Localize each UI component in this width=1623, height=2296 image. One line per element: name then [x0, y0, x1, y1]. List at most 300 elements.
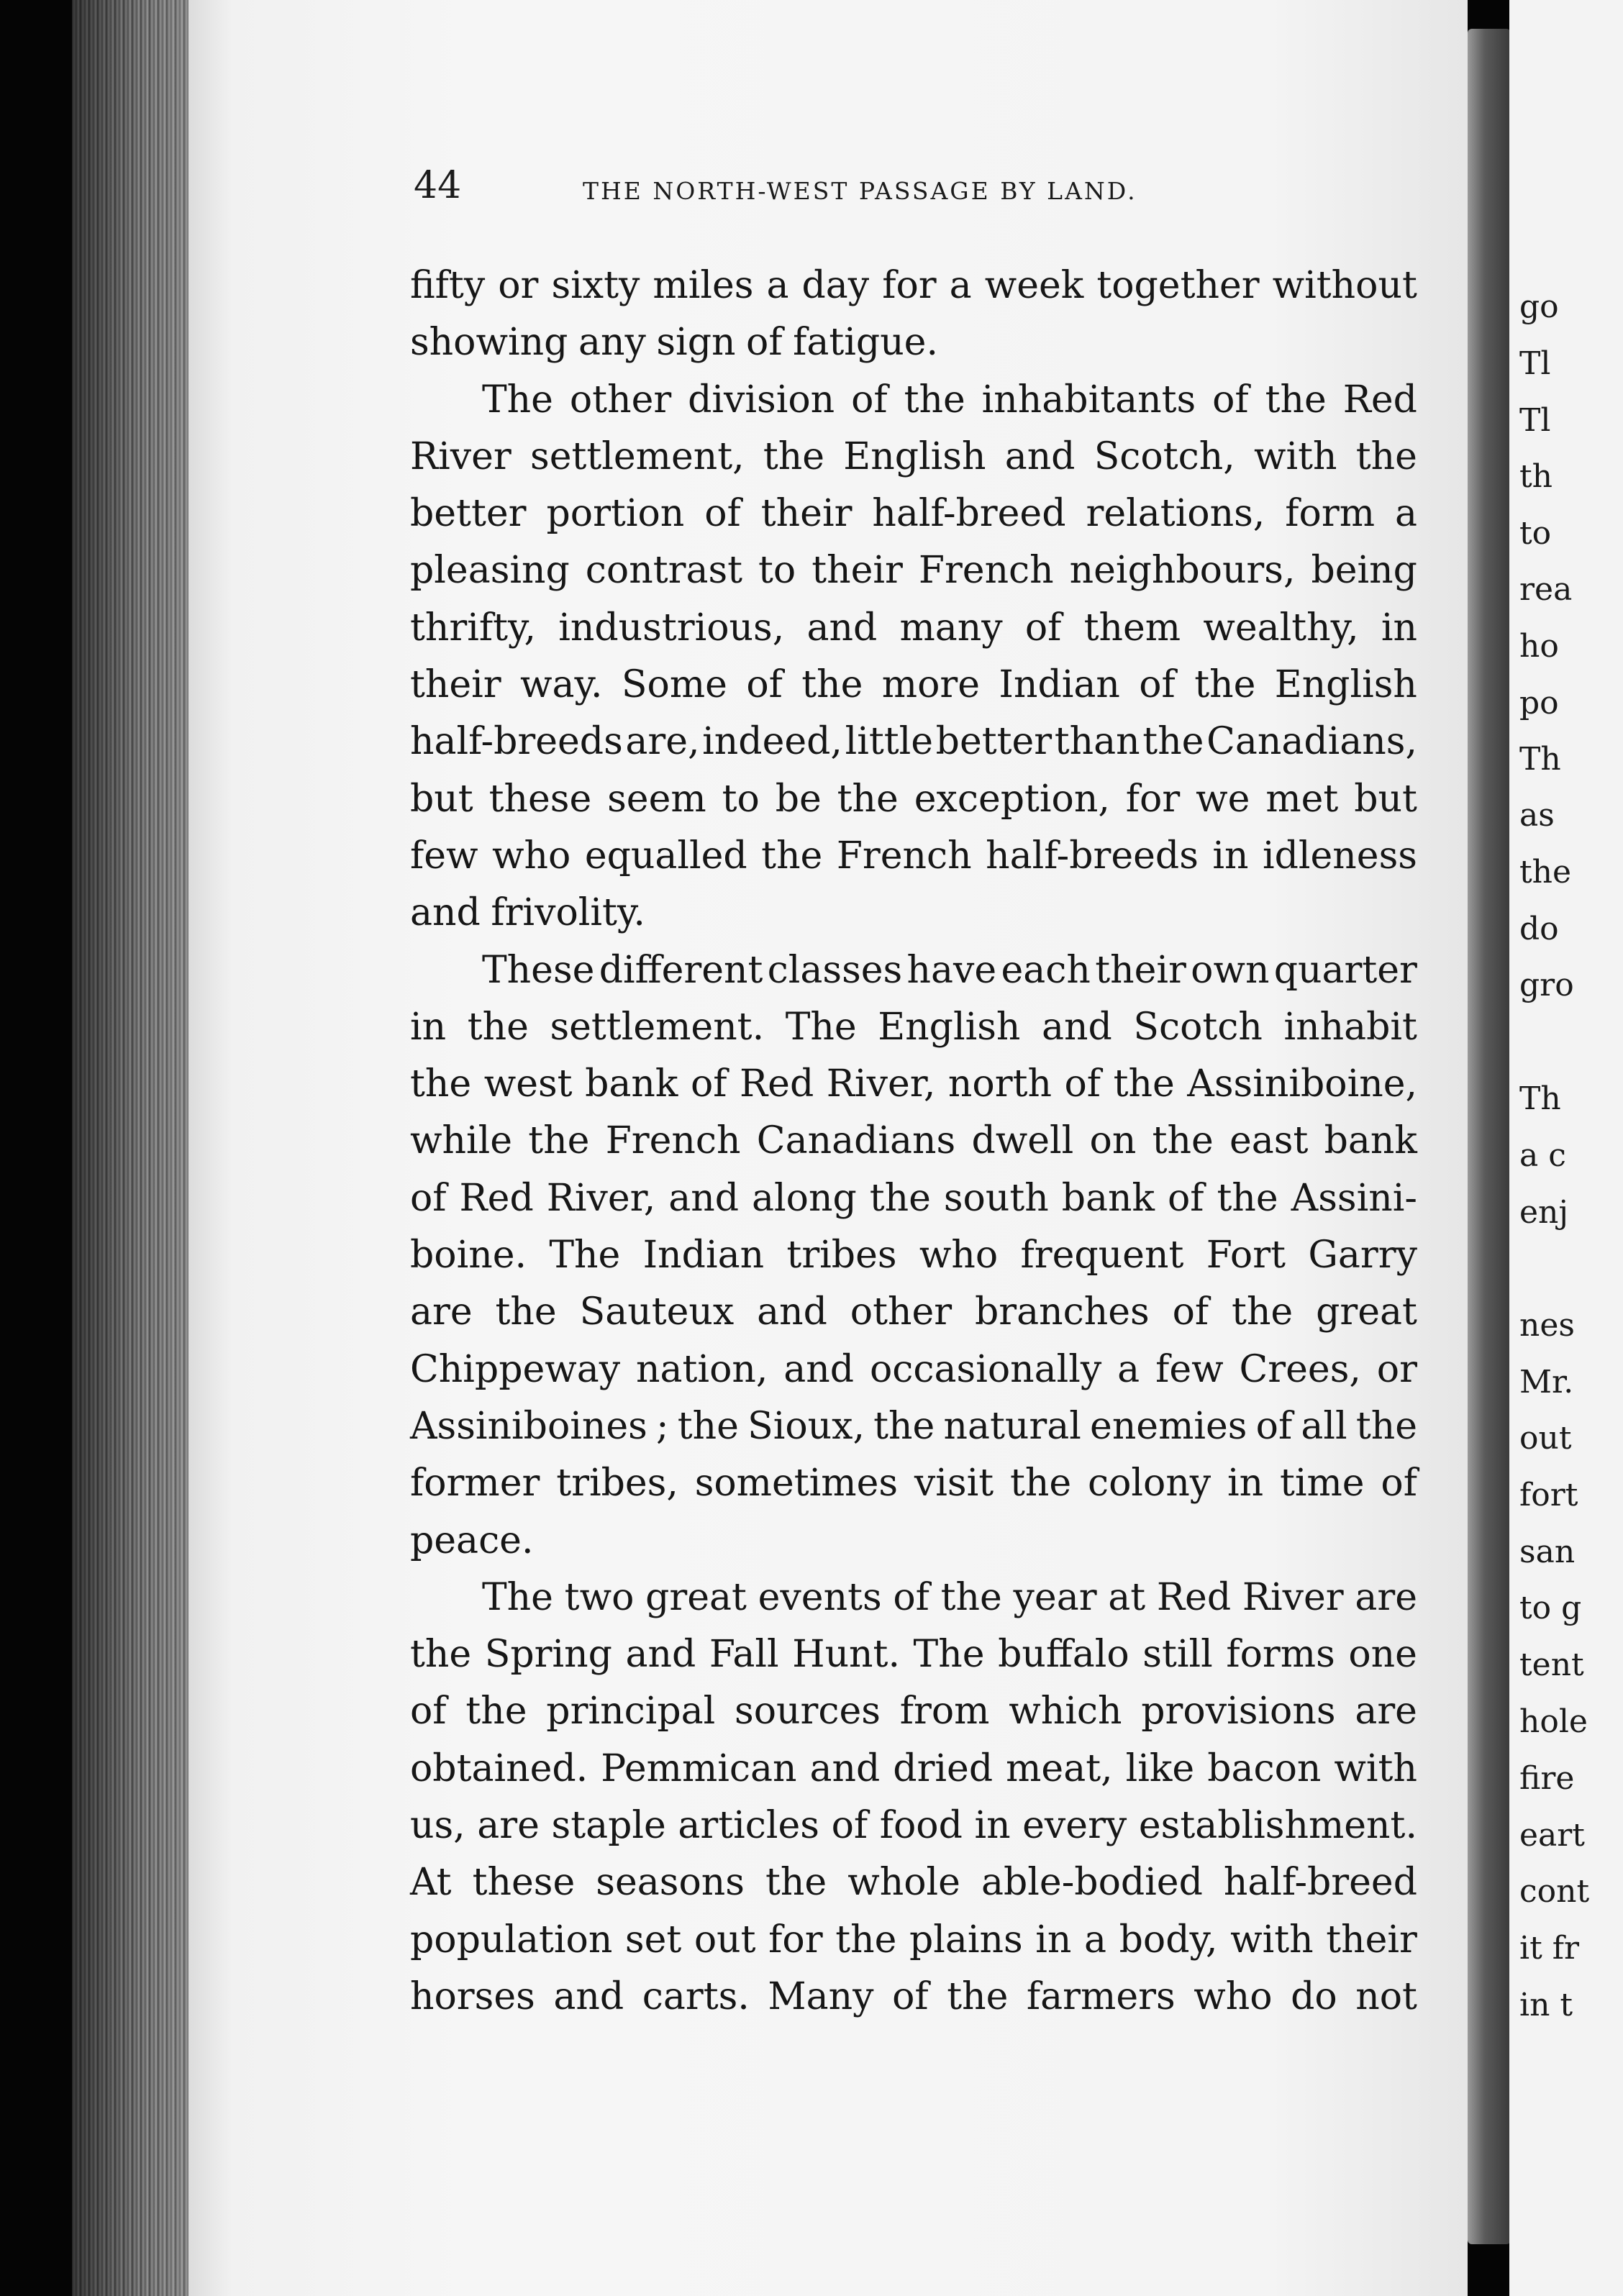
word: the [1265, 378, 1327, 422]
word: Red [1156, 1575, 1232, 1619]
word: the [1355, 434, 1417, 478]
word: are [410, 1290, 473, 1334]
word: bank [1061, 1176, 1155, 1220]
word: the [837, 777, 899, 821]
word: not [1355, 1974, 1417, 2018]
word: quarter [1273, 948, 1417, 992]
word: nation, [636, 1347, 768, 1391]
word: of [1381, 1462, 1417, 1505]
word: French [836, 834, 972, 878]
facing-page-text-fragment: Tl [1519, 402, 1551, 439]
facing-page-text-fragment: po [1519, 685, 1559, 721]
word: these [488, 777, 592, 821]
word: Spring [484, 1633, 612, 1677]
word: the [410, 1633, 472, 1677]
word: and [809, 1746, 881, 1790]
word: south [943, 1176, 1049, 1220]
word: equalled [584, 834, 747, 878]
word: wealthy, [1203, 606, 1359, 650]
word: in [974, 1804, 1011, 1848]
word: inhabit [1283, 1005, 1417, 1049]
text-line [410, 1341, 1417, 1398]
word: be [775, 777, 822, 821]
word: showing [410, 321, 568, 365]
word: a [766, 264, 789, 307]
word: of [704, 492, 741, 536]
word: and [1041, 1005, 1112, 1049]
word: in [1381, 606, 1417, 650]
facing-page-text-fragment: Mr. [1519, 1364, 1574, 1400]
text-line [410, 1912, 1417, 1969]
word: the [1142, 720, 1204, 764]
word: together [1096, 264, 1260, 307]
text-line [410, 1056, 1417, 1113]
word: principal [546, 1690, 716, 1734]
word: in [1035, 1918, 1072, 1962]
word: Assiniboine, [1187, 1062, 1417, 1106]
word: we [1196, 777, 1250, 821]
word: body, [1119, 1918, 1218, 1962]
word: other [569, 378, 672, 422]
word: indeed, [702, 720, 842, 764]
word: Scotch, [1094, 434, 1235, 478]
word: with [1334, 1746, 1417, 1790]
word: who [492, 834, 571, 878]
word: bacon [1207, 1746, 1322, 1790]
word: have [906, 948, 997, 992]
word: ; [656, 1404, 669, 1448]
word: Scotch [1133, 1005, 1263, 1049]
word: exception, [914, 777, 1110, 821]
facing-page-text-fragment: Tl [1519, 345, 1551, 382]
facing-page-text-fragment: san [1519, 1534, 1576, 1570]
word: a [1394, 492, 1417, 536]
text-line [410, 1113, 1417, 1170]
word: and [783, 1347, 855, 1391]
word: able-bodied [981, 1861, 1203, 1905]
text-line [410, 1683, 1417, 1740]
word: the [761, 834, 823, 878]
text-line [410, 1398, 1417, 1455]
word: frivolity. [491, 891, 645, 935]
word: the [1217, 1176, 1278, 1220]
word: sixty [551, 264, 640, 307]
word: Red [740, 1062, 814, 1106]
word: and [625, 1633, 696, 1677]
word: the [869, 1176, 931, 1220]
word: out [694, 1918, 756, 1962]
fore-edge-shadow [72, 0, 194, 2296]
text-line [410, 1513, 1417, 1570]
word: for [1125, 777, 1181, 821]
word: of [1139, 663, 1176, 707]
word: Hunt. [792, 1633, 900, 1677]
word: articles [678, 1804, 819, 1848]
word: idleness [1262, 834, 1417, 878]
word: without [1272, 264, 1417, 307]
word: who [919, 1234, 999, 1277]
word: year [1013, 1575, 1097, 1619]
text-line [410, 942, 1417, 999]
facing-page-text-fragment: fort [1519, 1477, 1578, 1513]
word: all [1301, 1404, 1347, 1448]
word: of [410, 1176, 447, 1220]
word: Pemmican [601, 1746, 797, 1790]
word: At [410, 1861, 452, 1905]
word: These [482, 948, 595, 992]
word: of [690, 1062, 727, 1106]
word: in [1212, 834, 1249, 878]
text-line [410, 314, 1417, 371]
facing-page-text-fragment: fire [1519, 1760, 1575, 1797]
word: French [918, 549, 1054, 593]
word: and [553, 1974, 624, 2018]
facing-page-text-fragment: go [1519, 288, 1559, 325]
word: great [1316, 1290, 1417, 1334]
word: own [1191, 948, 1270, 992]
word: Fort [1206, 1234, 1286, 1277]
word: occasionally [869, 1347, 1102, 1391]
facing-page-text-fragment: do [1519, 911, 1559, 947]
word: a [949, 264, 972, 307]
word: and [1004, 434, 1076, 478]
text-line [410, 1227, 1417, 1284]
word: the [528, 1119, 590, 1163]
text-line [410, 600, 1417, 657]
word: are [1355, 1690, 1417, 1734]
word: for [882, 264, 937, 307]
word: boine. [410, 1234, 527, 1277]
word: day [801, 264, 870, 307]
word: branches [974, 1290, 1150, 1334]
word: seasons [596, 1861, 745, 1905]
word: few [1155, 1347, 1224, 1391]
word: time [1279, 1462, 1365, 1505]
word: to [758, 549, 796, 593]
text-line [410, 999, 1417, 1056]
word: of [746, 321, 783, 365]
word: every [1022, 1804, 1127, 1848]
word: form [1285, 492, 1375, 536]
word: like [1125, 1746, 1195, 1790]
text-line [410, 258, 1417, 314]
facing-page-text-fragment: as [1519, 797, 1555, 834]
word: of [1255, 1404, 1293, 1448]
facing-page-text-fragment: rea [1519, 571, 1573, 608]
word: plains [909, 1918, 1023, 1962]
word: sources [735, 1690, 881, 1734]
word: and [806, 606, 878, 650]
word: are [477, 1804, 540, 1848]
word: whole [847, 1861, 960, 1905]
word: neighbours, [1069, 549, 1296, 593]
word: Canadians [756, 1119, 956, 1163]
word: Indian [642, 1234, 765, 1277]
word: a [1084, 1918, 1107, 1962]
word: English [843, 434, 986, 478]
word: the [947, 1974, 1009, 2018]
word: east [1229, 1119, 1309, 1163]
word: being [1311, 549, 1417, 593]
word: who [1194, 1974, 1273, 2018]
word: contrast [585, 549, 743, 593]
word: visit [914, 1462, 994, 1505]
word: Sauteux [579, 1290, 735, 1334]
word: the [801, 663, 863, 707]
word: pleasing [410, 549, 570, 593]
word: from [899, 1690, 990, 1734]
word: River, [826, 1062, 936, 1106]
word: two [564, 1575, 635, 1619]
word: Indian [999, 663, 1120, 707]
word: food [879, 1804, 963, 1848]
word: establishment. [1138, 1804, 1417, 1848]
text-line [410, 372, 1417, 429]
word: inhabitants [981, 378, 1196, 422]
word: peace. [410, 1518, 534, 1562]
facing-page-text-fragment: in t [1519, 1987, 1573, 2023]
text-line [410, 486, 1417, 542]
facing-page-text-fragment: the [1519, 854, 1572, 890]
facing-page-text-fragment: Th [1519, 741, 1561, 778]
word: settlement, [530, 434, 745, 478]
word: industrious, [558, 606, 785, 650]
text-line [410, 714, 1417, 770]
word: division [688, 378, 835, 422]
word: with [1254, 434, 1337, 478]
word: the [873, 1404, 935, 1448]
word: staple [551, 1804, 666, 1848]
word: Fall [709, 1633, 779, 1677]
word: the [1232, 1290, 1294, 1334]
facing-page-text-fragment: to g [1519, 1590, 1582, 1626]
word: on [1089, 1119, 1137, 1163]
word: The [913, 1633, 985, 1677]
word: Red [459, 1176, 534, 1220]
text-line [410, 1798, 1417, 1854]
word: met [1265, 777, 1339, 821]
word: of [893, 1575, 929, 1619]
word: River [410, 434, 512, 478]
word: still [1142, 1633, 1213, 1677]
text-line [410, 542, 1417, 599]
word: sign [656, 321, 736, 365]
word: bank [585, 1062, 678, 1106]
word: of [831, 1804, 868, 1848]
facing-page-text-fragment: hole [1519, 1703, 1588, 1740]
text-line [410, 1570, 1417, 1626]
word: of [892, 1974, 929, 2018]
word: tribes [786, 1234, 897, 1277]
word: a [1117, 1347, 1140, 1391]
word: which [1009, 1690, 1122, 1734]
text-line [410, 657, 1417, 714]
facing-page-text-fragment: it fr [1519, 1930, 1580, 1967]
word: but [1354, 777, 1417, 821]
text-line [410, 1284, 1417, 1341]
word: the [677, 1404, 739, 1448]
word: English [1274, 663, 1417, 707]
word: their [410, 663, 501, 707]
word: and [757, 1290, 827, 1334]
word: colony [1087, 1462, 1211, 1505]
facing-page-text-fragment: Th [1519, 1080, 1561, 1117]
word: classes [767, 948, 903, 992]
word: half-breeds [410, 720, 623, 764]
word: of [1167, 1176, 1204, 1220]
word: and [668, 1176, 740, 1220]
word: in [1227, 1462, 1264, 1505]
text-line [410, 1170, 1417, 1227]
word: French [605, 1119, 741, 1163]
word: do [1291, 1974, 1337, 2018]
word: the [1113, 1062, 1175, 1106]
word: the [765, 1861, 827, 1905]
facing-page-text-fragment: to [1519, 515, 1552, 552]
word: any [578, 321, 646, 365]
word: Crees, [1239, 1347, 1361, 1391]
text-line [410, 828, 1417, 885]
word: the [835, 1918, 897, 1962]
word: us, [410, 1804, 465, 1848]
text-line [410, 1969, 1417, 2026]
word: week [984, 264, 1084, 307]
word: the [904, 378, 965, 422]
facing-page-text-fragment: gro [1519, 967, 1574, 1003]
word: their [1095, 948, 1186, 992]
word: one [1348, 1633, 1417, 1677]
text-line [410, 429, 1417, 486]
word: more [881, 663, 981, 707]
book-gutter-shadow [1468, 29, 1511, 2244]
word: while [410, 1119, 513, 1163]
word: are, [625, 720, 700, 764]
word: miles [653, 264, 754, 307]
word: The [549, 1234, 621, 1277]
word: in [410, 1005, 447, 1049]
facing-page-text-fragment: tent [1519, 1646, 1584, 1683]
word: Assini- [1291, 1176, 1417, 1220]
word: each [1001, 948, 1091, 992]
facing-page-text-fragment: eart [1519, 1817, 1585, 1854]
word: little [845, 720, 934, 764]
running-head: THE NORTH-WEST PASSAGE BY LAND. [583, 177, 1137, 205]
word: Canadians, [1206, 720, 1417, 764]
word: The [482, 1575, 553, 1619]
text-line [410, 885, 1417, 942]
word: horses [410, 1974, 535, 2018]
word: dwell [971, 1119, 1074, 1163]
word: at [1108, 1575, 1146, 1619]
word: of [1064, 1062, 1101, 1106]
word: tribes, [556, 1462, 678, 1505]
word: or [1376, 1347, 1417, 1391]
word: are [1355, 1575, 1417, 1619]
word: farmers [1026, 1974, 1176, 2018]
word: their [760, 492, 853, 536]
word: them [1083, 606, 1181, 650]
word: different [599, 948, 763, 992]
text-line [410, 1741, 1417, 1798]
word: half-breeds [986, 834, 1199, 878]
word: the [495, 1290, 557, 1334]
facing-page-text-fragment: cont [1519, 1873, 1590, 1910]
word: the [1152, 1119, 1214, 1163]
text-line [410, 1854, 1417, 1911]
word: way. [520, 663, 603, 707]
word: population [410, 1918, 613, 1962]
word: of [1212, 378, 1249, 422]
word: settlement. [550, 1005, 765, 1049]
word: obtained. [410, 1746, 588, 1790]
word: the [465, 1690, 527, 1734]
word: their [812, 549, 903, 593]
word: provisions [1141, 1690, 1336, 1734]
word: half-breed [872, 492, 1066, 536]
word: River [1242, 1575, 1344, 1619]
word: along [752, 1176, 857, 1220]
word: of [851, 378, 888, 422]
word: Chippeway [410, 1347, 621, 1391]
word: than [1054, 720, 1140, 764]
word: the [1194, 663, 1256, 707]
word: Sioux, [747, 1404, 865, 1448]
word: bank [1324, 1119, 1417, 1163]
body-text [410, 258, 1417, 2026]
word: seem [607, 777, 706, 821]
word: enemies [1090, 1404, 1247, 1448]
text-line [410, 1626, 1417, 1683]
word: the [410, 1062, 472, 1106]
word: the [1355, 1404, 1417, 1448]
word: carts. [642, 1974, 750, 2018]
word: natural [943, 1404, 1081, 1448]
facing-page-text-fragment: enj [1519, 1194, 1569, 1231]
word: the [763, 434, 825, 478]
facing-page-text-fragment: nes [1519, 1307, 1575, 1344]
facing-page-text-fragment: out [1519, 1420, 1572, 1457]
word: better [935, 720, 1053, 764]
word: former [410, 1462, 540, 1505]
word: Red [1342, 378, 1417, 422]
text-line [410, 771, 1417, 828]
word: Many [768, 1974, 874, 2018]
word: of [746, 663, 783, 707]
word: The [785, 1005, 857, 1049]
word: relations, [1086, 492, 1265, 536]
word: with [1230, 1918, 1314, 1962]
word: the [940, 1575, 1002, 1619]
word: fatigue. [793, 321, 938, 365]
word: forms [1226, 1633, 1335, 1677]
word: buffalo [998, 1633, 1129, 1677]
word: the [1009, 1462, 1072, 1505]
facing-page-fragment [1509, 0, 1623, 2296]
word: many [899, 606, 1003, 650]
word: their [1326, 1918, 1417, 1962]
word: River, [546, 1176, 656, 1220]
word: events [758, 1575, 882, 1619]
word: of [1172, 1290, 1209, 1334]
word: and [410, 891, 481, 935]
page-number: 44 [414, 164, 462, 207]
word: sometimes [694, 1462, 899, 1505]
word: thrifty, [410, 606, 537, 650]
word: other [850, 1290, 953, 1334]
word: meat, [1006, 1746, 1113, 1790]
word: great [645, 1575, 747, 1619]
word: half-breed [1223, 1861, 1417, 1905]
